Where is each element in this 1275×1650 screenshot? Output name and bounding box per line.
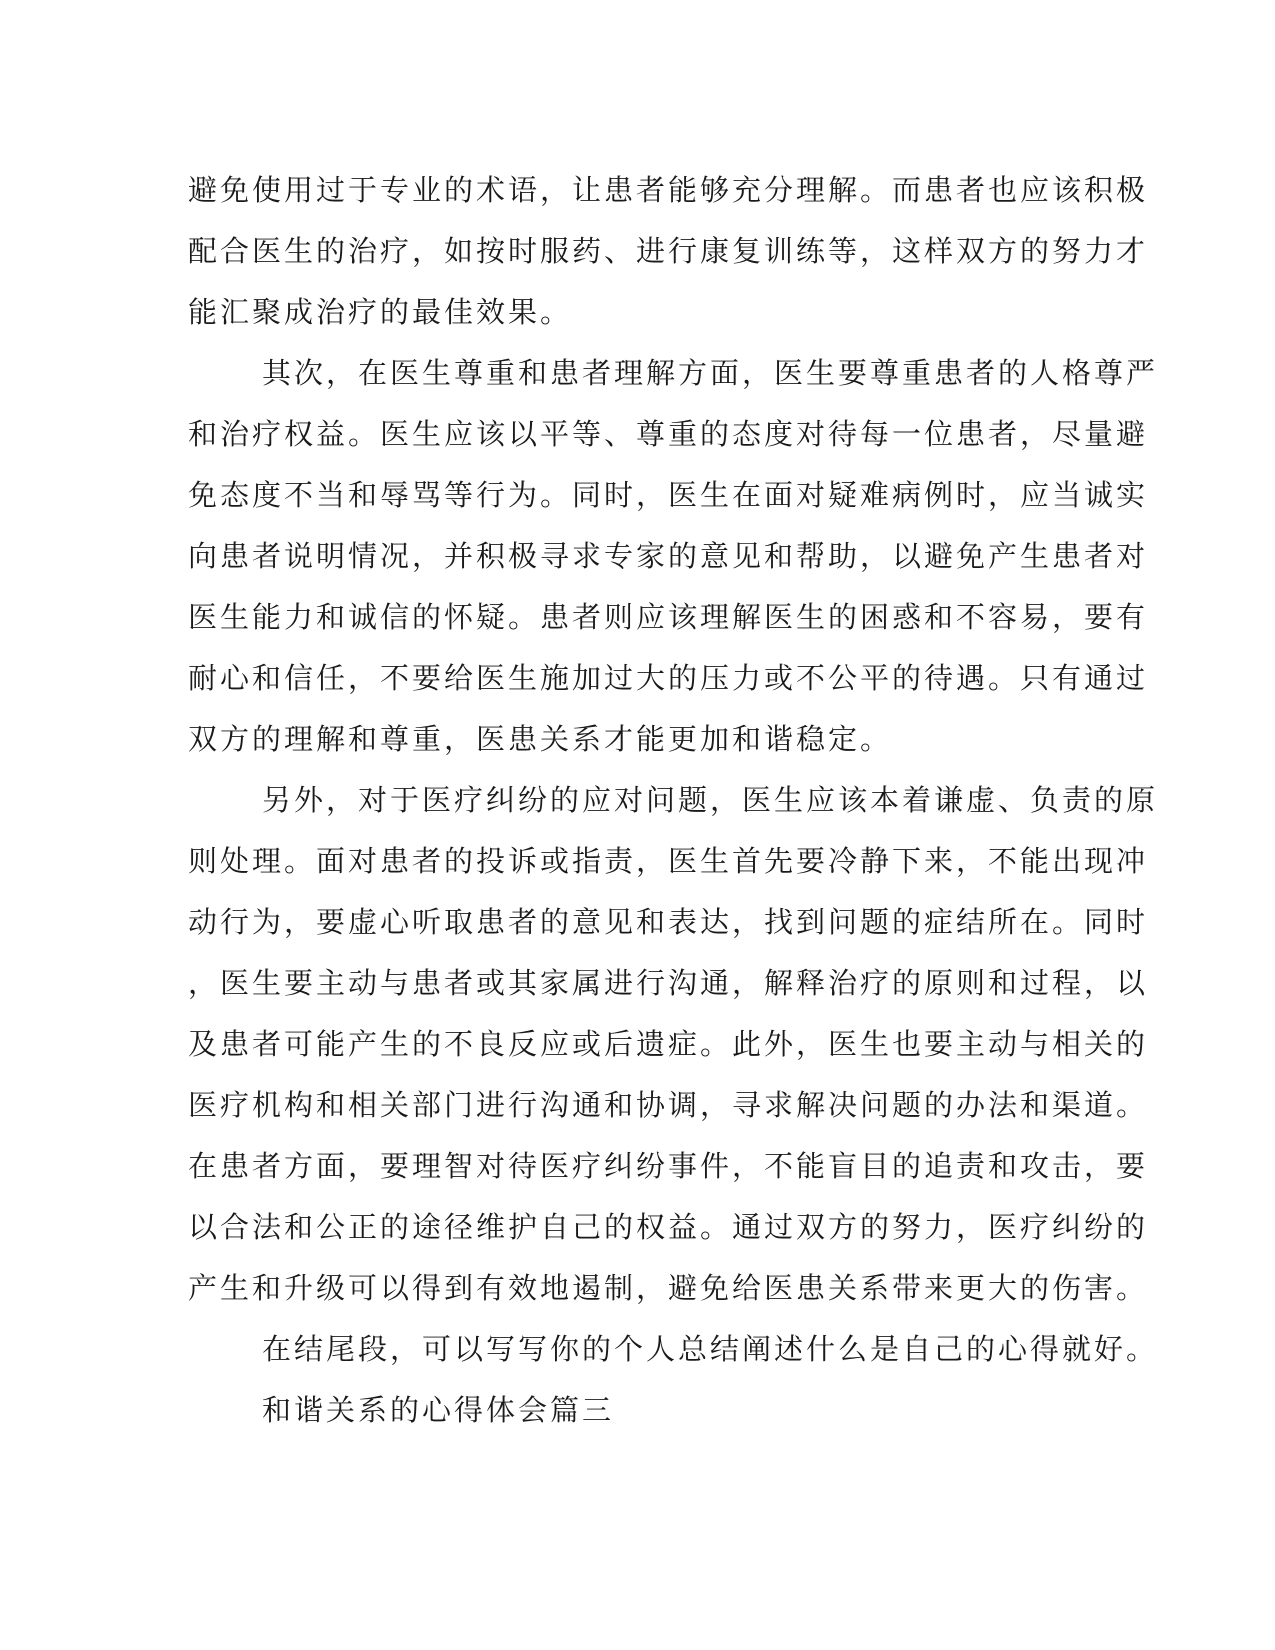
- text-line: 避免使用过于专业的术语，让患者能够充分理解。而患者也应该积极: [188, 173, 1149, 207]
- text-line: ，医生要主动与患者或其家属进行沟通，解释治疗的原则和过程，以: [188, 966, 1149, 1000]
- heading-text: 和谐关系的心得体会篇三: [262, 1393, 615, 1427]
- text-line: 以合法和公正的途径维护自己的权益。通过双方的努力，医疗纠纷的: [188, 1210, 1149, 1244]
- paragraph-3: [188, 770, 1159, 1319]
- text-line: 配合医生的治疗，如按时服药、进行康复训练等，这样双方的努力才: [188, 234, 1149, 268]
- text-line: 其次，在医生尊重和患者理解方面，医生要尊重患者的人格尊严: [262, 356, 1159, 390]
- text-line: 医生能力和诚信的怀疑。患者则应该理解医生的困惑和不容易，要有: [188, 600, 1149, 634]
- document-body: [188, 160, 1159, 1441]
- paragraph-2: [188, 343, 1159, 770]
- text-line: 向患者说明情况，并积极寻求专家的意见和帮助，以避免产生患者对: [188, 539, 1149, 573]
- text-line: 免态度不当和辱骂等行为。同时，医生在面对疑难病例时，应当诚实: [188, 478, 1149, 512]
- paragraph-4: [188, 1319, 1159, 1380]
- text-line: 动行为，要虚心听取患者的意见和表达，找到问题的症结所在。同时: [188, 905, 1149, 939]
- paragraph-1: [188, 160, 1149, 343]
- text-line: 及患者可能产生的不良反应或后遗症。此外，医生也要主动与相关的: [188, 1027, 1149, 1061]
- text-line: 和治疗权益。医生应该以平等、尊重的态度对待每一位患者，尽量避: [188, 417, 1149, 451]
- text-line: 在结尾段，可以写写你的个人总结阐述什么是自己的心得就好。: [262, 1332, 1159, 1366]
- text-line: 在患者方面，要理智对待医疗纠纷事件，不能盲目的追责和攻击，要: [188, 1149, 1149, 1183]
- section-heading: [188, 1380, 1068, 1441]
- text-line: 另外，对于医疗纠纷的应对问题，医生应该本着谦虚、负责的原: [262, 783, 1159, 817]
- text-line: 耐心和信任，不要给医生施加过大的压力或不公平的待遇。只有通过: [188, 661, 1149, 695]
- text-line: 双方的理解和尊重，医患关系才能更加和谐稳定。: [188, 722, 893, 756]
- text-line: 医疗机构和相关部门进行沟通和协调，寻求解决问题的办法和渠道。: [188, 1088, 1149, 1122]
- text-line: 则处理。面对患者的投诉或指责，医生首先要冷静下来，不能出现冲: [188, 844, 1149, 878]
- text-line: 产生和升级可以得到有效地遏制，避免给医患关系带来更大的伤害。: [188, 1271, 1149, 1305]
- text-line: 能汇聚成治疗的最佳效果。: [188, 295, 573, 329]
